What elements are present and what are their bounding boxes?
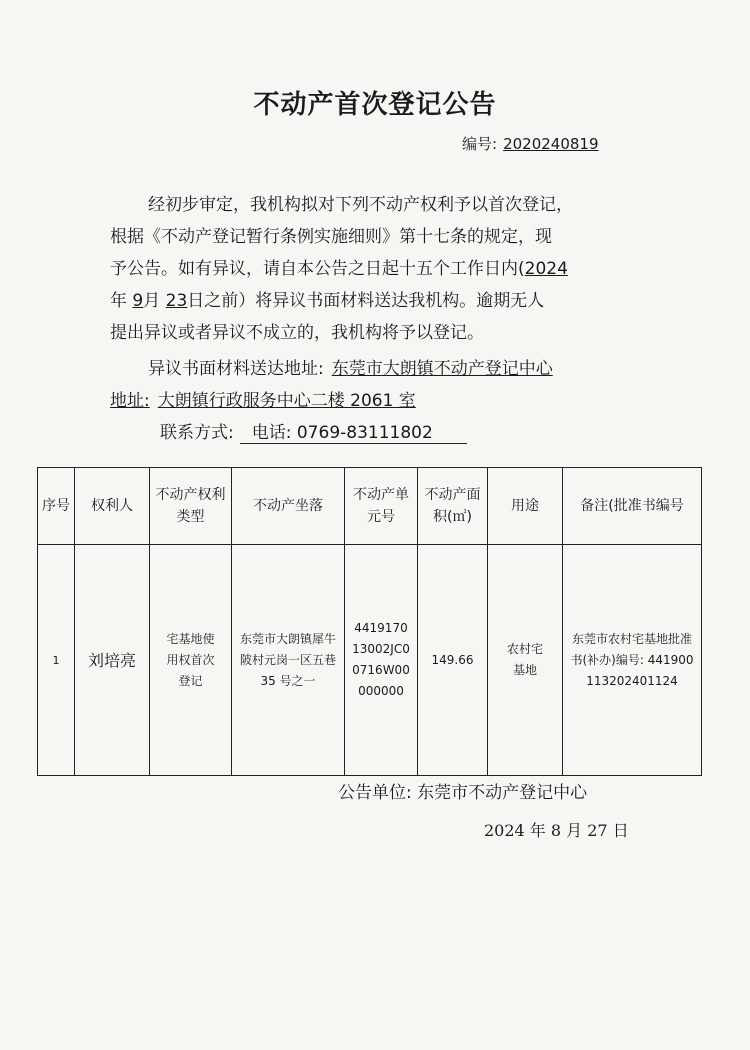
cell-remark: 东莞市农村宅基地批准书(补办)编号: 441900113202401124	[563, 545, 702, 776]
body-line-4-text: 日之前）将异议书面材料送达我机构。逾期无人	[187, 291, 545, 311]
cell-seq: 1	[38, 545, 75, 776]
cell-right-type: 宅基地使用权首次登记	[150, 545, 232, 776]
table-header-row	[38, 468, 702, 545]
office-address	[110, 386, 416, 411]
header-right-type: 不动产权利类型	[150, 468, 232, 545]
table-row	[38, 545, 702, 776]
body-line-3	[110, 253, 650, 285]
cell-location: 东莞市大朗镇犀牛陂村元岗一区五巷 35 号之一	[232, 545, 345, 776]
deadline-day: 23	[165, 291, 188, 311]
cell-unit-no: 441917013002JC00716W00000000	[345, 545, 418, 776]
office-address-label: 地址:	[110, 391, 150, 411]
cell-area: 149.66	[418, 545, 488, 776]
body-paragraph	[110, 189, 650, 349]
month-unit: 月	[143, 291, 161, 311]
header-remark: 备注(批准书编号	[563, 468, 702, 545]
header-seq: 序号	[38, 468, 75, 545]
header-owner: 权利人	[75, 468, 150, 545]
contact-phone: 电话: 0769-83111802	[240, 418, 467, 444]
cell-owner: 刘培亮	[75, 545, 150, 776]
objection-address-label: 异议书面材料送达地址:	[148, 359, 324, 379]
header-use: 用途	[488, 468, 563, 545]
cell-use: 农村宅基地	[488, 545, 563, 776]
issuer: 公告单位: 东莞市不动产登记中心	[338, 783, 588, 803]
header-location: 不动产坐落	[232, 468, 345, 545]
header-area: 不动产面积(㎡)	[418, 468, 488, 545]
body-line-4	[110, 285, 650, 317]
body-line-3-text: 予公告。如有异议，请自本公告之日起十五个工作日内(	[110, 259, 525, 279]
document-number-label: 编号:	[462, 135, 498, 153]
body-line-5: 提出异议或者异议不成立的，我机构将予以登记。	[110, 323, 484, 343]
registration-table	[37, 467, 702, 776]
body-line-2: 根据《不动产登记暂行条例实施细则》第十七条的规定，现	[110, 227, 552, 247]
header-unit-no: 不动产单元号	[345, 468, 418, 545]
objection-address	[148, 354, 553, 379]
office-address-value: 大朗镇行政服务中心二楼 2061 室	[157, 391, 416, 411]
year-unit: 年	[110, 291, 127, 311]
issue-date: 2024 年 8 月 27 日	[484, 821, 629, 840]
document-number-value: 2020240819	[503, 135, 599, 153]
page-title: 不动产首次登记公告	[253, 90, 497, 120]
contact-info	[160, 418, 467, 444]
document-number	[462, 133, 599, 154]
objection-address-value: 东莞市大朗镇不动产登记中心	[331, 359, 553, 379]
contact-label: 联系方式:	[160, 423, 234, 443]
deadline-year: 2024	[524, 259, 568, 279]
body-line-1: 经初步审定，我机构拟对下列不动产权利予以首次登记，	[148, 195, 573, 215]
deadline-month: 9	[132, 291, 144, 311]
